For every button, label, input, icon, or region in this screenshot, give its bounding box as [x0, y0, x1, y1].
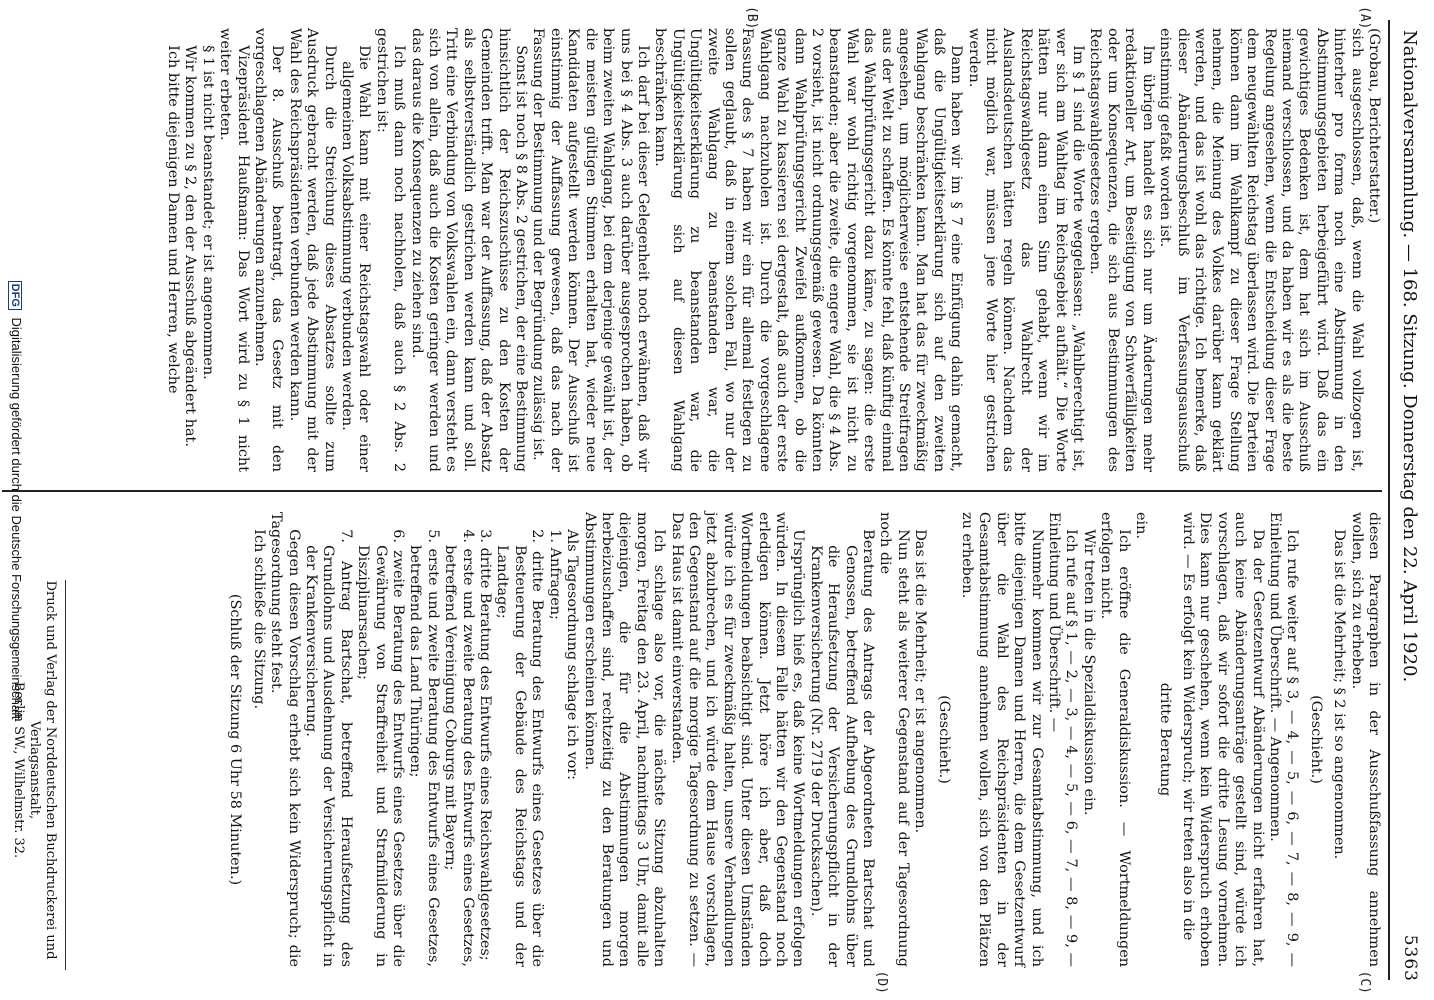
paragraph: sich ausgeschlossen, daß, wenn die Wahl vollzogen ist, hinterher pro forma noch eine Abstimmung in den Abstimmungsgebieten herbeigeführt wird. Daß das ein gewichtiges Bedenken ist, dem hat sich im Ausschuß niemand verschlossen, und da haben wir es als die beste Regelung angesehen, wenn die Entscheidung dieser Frage dem neugewählten Reichstag überlassen wird. Die Parteien können dann im Wahlkampf zu dieser Frage Stellung nehmen, die Meinung des Volkes darüber kann geklärt werden, und das ist wohl das richtige. Ich bemerke, daß dieser Abänderungsbeschluß im Verfassungsausschuß einstimmig gefaßt worden ist.: [1157, 28, 1365, 472]
paragraph: Ich eröffne die Generaldiskussion. — Wortmeldungen erfolgen nicht.: [1098, 512, 1132, 967]
paragraph: Gegen diesen Vorschlag erhebt sich kein Widerspruch; die Tagesordnung steht fest.: [268, 512, 302, 967]
paragraph: 2. dritte Beratung des Entwurfs eines Gesetzes über die Besteuerung der Gebäude des Reichstags und der Landtage;: [494, 529, 546, 967]
paragraph: Nun steht als weiterer Gegenstand auf der Tagesordnung noch die: [877, 512, 911, 967]
paragraph: Ich darf bei dieser Gelegenheit noch erwähnen, daß wir uns bei § 4 Abs. 3 auch darüber ausgesprochen haben, ob beim zweiten Wahlgang, bei dem derjenige gewählt ist, der die meisten gültigen Stimmen erhalten hat, wieder neue Kandidaten aufgestellt werden können. Der Ausschuß ist einstimmig der Auffassung gewesen, daß das nach der Fassung der Bestimmung und der Begründung zulässig ist.: [530, 28, 651, 472]
paragraph: Nunmehr kommen wir zur Gesamtabstimmung, und ich bitte diejenigen Damen und Herren, die dem Gesetzentwurf über die Wahl des Reichspräsidenten in der Gesamtabstimmung annehmen wollen, sich von den Plätzen zu erheben.: [959, 512, 1045, 967]
imprint-rule: [65, 580, 66, 970]
paragraph: Das ist die Mehrheit; § 2 ist so angenommen.: [1331, 529, 1348, 860]
header-rule: [1388, 20, 1390, 980]
paragraph: (Geschieht.): [1307, 695, 1324, 784]
paragraph: Beratung des Antrags der Abgeordneten Bartschat und Genossen, betreffend Aufhebung des Grundlohns über die Heraufsetzung der Versicherungspflicht in der Krankenversicherung (Nr. 2719 der Drucksachen).: [807, 529, 877, 967]
margin-marker-a: (A): [1357, 6, 1372, 30]
digitization-credit: [8, 0, 24, 1000]
paragraph: 5. erste und zweite Beratung des Entwurfs eines Gesetzes, betreffend das Land Thüringen;: [407, 529, 441, 967]
paragraph: Ich rufe auf § 1, — 2, — 3, — 4, — 5, — 6, — 7, — 8, — 9, — Einleitung und Überschrift. —: [1046, 512, 1080, 967]
running-header: [1380, 0, 1420, 1000]
paragraph: dritte Beratung: [1156, 682, 1173, 797]
right-text-column: [220, 512, 1382, 967]
paragraph: 3. dritte Beratung des Entwurfs eines Reichswahlgesetzes;: [477, 529, 494, 961]
column-divider: [2, 490, 1382, 492]
paragraph: (Schluß der Sitzung 6 Uhr 58 Minuten.): [227, 593, 244, 886]
margin-marker-b: (B): [744, 6, 759, 30]
paragraph: 4. erste und zweite Beratung des Entwurfs eines Gesetzes, betreffend Vereinigung Coburgs mit Bayern;: [442, 529, 476, 967]
paragraph: (Grobau, Berichterstatter.): [1366, 28, 1382, 224]
imprint-line-1: Druck und Verlag der Norddeutschen Buchdruckerei und Verlagsanstalt,: [27, 580, 58, 960]
paragraph: 1. Anfragen;: [546, 529, 563, 620]
paragraph: Ich muß dann noch nachholen, daß auch § 2 Abs. 2 gestrichen ist:: [373, 28, 408, 472]
paragraph: § 1 ist nicht beanstandet; er ist angenommen.: [199, 45, 216, 380]
paragraph: Als Tagesordnung schlage ich vor:: [564, 529, 581, 780]
page-number: 5363: [1400, 934, 1420, 982]
credit-text: Digitalisierung gefördert durch die Deutsche Forschungsgemeinschaft: [9, 317, 24, 720]
paragraph: 6. zweite Beratung des Entwurfs eines Gesetzes über die Gewährung von Straffreiheit und Strafmilderung in Disziplinarsachen;: [355, 529, 407, 967]
paragraph: Der 8. Ausschuß beantragt, das Gesetz mit den vorgeschlagenen Abänderungen anzunehmen.: [252, 28, 286, 472]
header-title: Nationalversammlung. — 168. Sitzung. Donnerstag den 22. April 1920.: [1399, 30, 1420, 683]
paragraph: (Geschieht.): [935, 695, 952, 784]
margin-marker-d: (D): [874, 970, 889, 994]
left-text-column: [164, 28, 1382, 472]
paragraph: Dann haben wir im § 7 eine Einfügung dahin gemacht, daß die Ungültigkeitserklärung sich auf den zweiten Wahlgang beschränken kann. Man hat das für zweckmäßig angesehen, um möglicherweise entstehende Streitfragen aus der Welt zu schaffen. Es könnte fehl, daß künftig einmal das Wahlprüfungsgericht dazu käme, zu sagen: die erste Wahl war wohl richtig vorgenommen, sie ist nicht zu beanstanden; aber die zweite, die engere Wahl, die § 4 Abs. 2 vorsieht, ist nicht ordnungsgemäß gewesen. Da könnten dann Wahlprüfungsgericht Zweifel aufkommen, ob die ganze Wahl zu kassieren sei dergestalt, daß auch der erste Wahlgang nachzuholen ist. Durch die vorgeschlagene Fassung des § 7 haben wir ein für allemal festlegen zu sollen geglaubt, daß in einem solchen Fall, wo nur der zweite Wahlgang zu beanstanden war, die Ungültigkeitserklärung zu beanstanden war, die Ungültigkeitserklärung sich auf diesen Wahlgang beschränken kann.: [652, 28, 965, 472]
paragraph: Ich bitte diejenigen Damen und Herren, welche: [164, 45, 181, 394]
paragraph: Vizepräsident Haußmann: Das Wort wird zu § 1 nicht weiter erbeten.: [217, 28, 251, 472]
paragraph: Das ist die Mehrheit; er ist angenommen.: [912, 529, 929, 834]
paragraph: Im übrigen handelt es sich nur um Änderungen mehr redaktioneller Art, um Beseitigung von Schwerfälligkeiten oder um Konsequenzen, die sich aus Bestimmungen des Reichstagswahlgesetzes ergeben.: [1087, 28, 1156, 472]
paragraph: diesen Paragraphen in der Ausschußfassung annehmen wollen, sich zu erheben.: [1348, 512, 1382, 967]
paragraph: Im § 1 sind die Worte weggelassen: „Wahlberechtigt ist, wer sich am Wahltag im Reichsgebiet aufhält.“ Die Worte hätten nur dann einen Sinn gehabt, wenn wir im Reichstagswahlgesetz das Wahlrecht der Auslandsdeutschen hätten regeln können. Nachdem das nicht möglich war, müssen jene Worte hier gestrichen werden.: [965, 28, 1087, 472]
paragraph: Ich rufe weiter auf § 3, — 4, — 5, — 6, — 7, — 8, — 9, — Einleitung und Überschrift. — Angenommen.: [1266, 512, 1301, 967]
paragraph: Sonst ist noch § 8 Abs. 2 gestrichen, der eine Bestimmung hinsichtlich der Reichszuschüsse zu den Kosten der Gemeinden trifft. Man war der Auffassung, daß der Absatz als selbstverständlich gestrichen werden kann und soll. Tritt eine Verbindung von Volkswahlen ein, dann versteht es sich von allein, daß auch die Kosten geringer werden und das daraus die Konsequenzen zu ziehen sind.: [408, 28, 530, 472]
paragraph: Da der Gesetzentwurf Abänderungen nicht erfahren hat, auch keine Abänderungsanträge gestellt sind, würde ich vorschlagen, daß wir sofort die dritte Lesung vornehmen. Dies kann nur geschehen, wenn kein Widerspruch erhoben wird. — Es erfolgt kein Widerspruch; wir treten also in die: [1179, 512, 1266, 967]
paragraph: Ich schlage also vor, die nächste Sitzung abzuhalten morgen, Freitag den 23. April, nachmittags 3 Uhr, damit alle diejenigen, die für die Abstimmungen morgen herbeizuschaffen sind, rechtzeitig zu den Beratungen und Abstimmungen erscheinen können.: [581, 512, 668, 967]
paragraph: Wir treten in die Spezialdiskussion ein.: [1080, 529, 1097, 816]
dfg-logo: DFG: [8, 281, 22, 310]
paragraph: 7. Antrag Bartschat, betreffend Heraufsetzung des Grundlohns und Ausdehnung der Versicherungspflicht in der Krankenversicherung.: [303, 529, 354, 967]
paragraph: Wir kommen zu § 2, den der Ausschuß abgeändert hat.: [182, 45, 199, 447]
paragraph: Ich schließe die Sitzung.: [250, 529, 267, 710]
margin-marker-c: (C): [1357, 970, 1372, 994]
imprint-line-2: Berlin SW., Wilhelmstr. 32.: [11, 681, 26, 859]
paragraph: Durch die Streichung dieses Absatzes sollte zum Ausdruck gebracht werden, daß jede Abstimmung mit der Wahl des Reichspräsidenten verbunden werden kann.: [286, 28, 338, 472]
paragraph: Ursprünglich hieß es, daß keine Wortmeldungen erfolgen würden. In diesem Falle hätten wir den Gegenstand noch erledigen können. Jetzt höre ich aber, daß doch Wortmeldungen beabsichtigt sind. Unter diesen Umständen würde ich es für zweckmäßig halten, unsere Verhandlungen jetzt abzubrechen, und ich würde dem Hause vorschlagen, den Gegenstand auf die morgige Tagesordnung zu setzen. — Das Haus ist damit einverstanden.: [668, 512, 807, 967]
paragraph: Die Wahl kann mit einer Reichstagswahl oder einer allgemeinen Volksabstimmung verbunden werden.: [339, 45, 373, 472]
paragraph: ein.: [1133, 512, 1150, 539]
